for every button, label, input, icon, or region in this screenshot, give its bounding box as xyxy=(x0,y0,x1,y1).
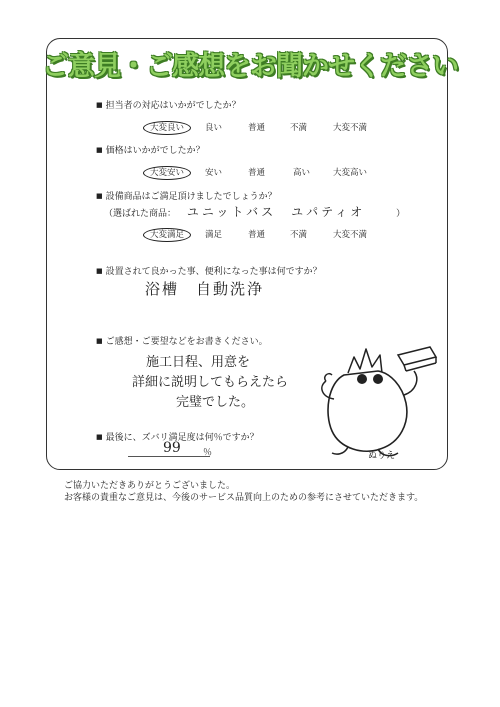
satisfaction-value[interactable]: 99 xyxy=(163,440,181,456)
option-staff-very-unsatisfied[interactable]: 大変不満 xyxy=(333,123,368,133)
question-satisfaction: ■ 最後に、ズバリ満足度は何％ですか？ xyxy=(96,430,259,443)
option-equip-normal[interactable]: 普通 xyxy=(248,230,266,240)
question-benefit: ■ 設置されて良かった事、便利になった事は何ですか？ xyxy=(96,264,322,277)
satisfaction-unit: ％ xyxy=(203,448,213,458)
comment-line-2: 詳細に説明してもらえたら xyxy=(132,375,289,390)
option-equip-very-unsatisfied[interactable]: 大変不満 xyxy=(333,230,368,240)
mascot-illustration xyxy=(318,343,448,463)
option-equip-unsatisfied[interactable]: 不満 xyxy=(290,230,308,240)
selected-product-row xyxy=(104,203,405,220)
option-price-cheap[interactable]: 安い xyxy=(205,168,223,178)
page-title: ご意見・ご感想をお聞かせください xyxy=(42,51,458,82)
product-prefix: （選ばれた商品： xyxy=(104,209,177,219)
option-staff-good[interactable]: 良い xyxy=(205,123,223,133)
question-equipment: ■ 設備商品はご満足頂けましたでしょうか？ xyxy=(96,189,277,202)
option-price-expensive[interactable]: 高い xyxy=(293,168,311,178)
question-comments: ■ ご感想・ご要望などをお書きください。 xyxy=(96,334,268,347)
question-staff: ■ 担当者の対応はいかがでしたか？ xyxy=(96,98,241,111)
option-equip-satisfied[interactable]: 満足 xyxy=(205,230,223,240)
question-price: ■ 価格はいかがでしたか？ xyxy=(96,143,205,156)
option-price-very-expensive[interactable]: 大変高い xyxy=(333,168,368,178)
option-price-normal[interactable]: 普通 xyxy=(248,168,266,178)
product-suffix: ） xyxy=(396,209,406,219)
benefit-answer: 浴槽 自動洗浄 xyxy=(145,280,265,298)
footer-note: お客様の貴重なご意見は、今後のサービス品質向上のための参考にさせていただきます。 xyxy=(64,493,424,503)
satisfaction-underline xyxy=(128,456,210,457)
option-price-very-cheap[interactable]: 大変安い xyxy=(150,166,191,178)
option-staff-unsatisfied[interactable]: 不満 xyxy=(290,123,308,133)
option-staff-normal[interactable]: 普通 xyxy=(248,123,266,133)
footer-thanks: ご協力いただきありがとうございました。 xyxy=(64,481,236,491)
product-handwritten: ユニットバス ユパティオ xyxy=(186,205,366,219)
option-staff-very-good[interactable]: 大変良い xyxy=(150,121,191,133)
comment-line-1: 施工日程、用意を xyxy=(146,355,251,370)
option-equip-very-satisfied[interactable]: 大変満足 xyxy=(150,228,191,240)
comment-line-3: 完璧でした。 xyxy=(176,395,255,410)
coloring-label: ぬりえ xyxy=(368,451,396,461)
